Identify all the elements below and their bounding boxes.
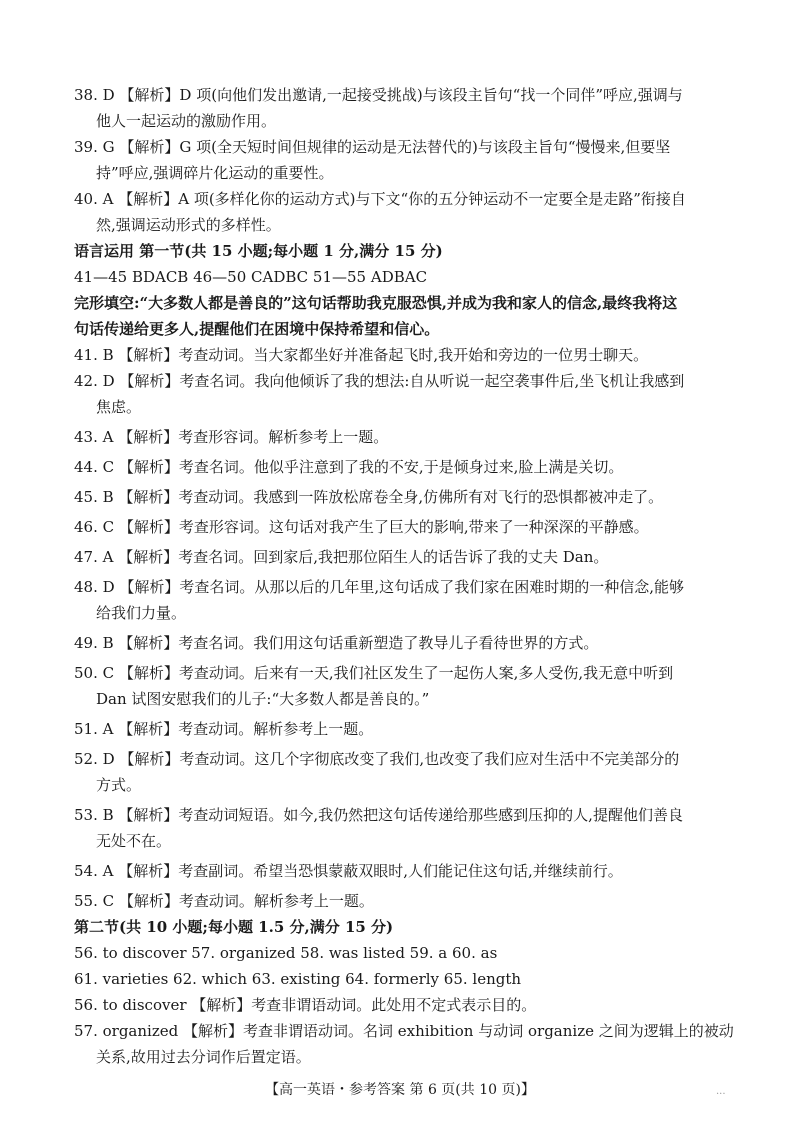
- answer-line: 56. to discover 【解析】考查非谓语动词。此处用不定式表示目的。: [74, 996, 537, 1014]
- answer-line: 给我们力量。: [96, 604, 187, 622]
- answer-line: 56. to discover 57. organized 58. was listed 59. a 60. as: [74, 944, 498, 962]
- answer-line: 57. organized 【解析】考查非谓语动词。名词 exhibition 与动词 organize 之间为逻辑上的被动: [74, 1022, 734, 1040]
- answer-line: 52. D 【解析】考查动词。这几个字彻底改变了我们,也改变了我们应对生活中不完美部分的: [74, 750, 680, 768]
- answer-line: 46. C 【解析】考查形容词。这句话对我产生了巨大的影响,带来了一种深深的平静感。: [74, 518, 649, 536]
- answer-line: 焦虑。: [96, 398, 142, 416]
- page-footer: 【高一英语・参考答案 第 6 页(共 10 页)】: [265, 1082, 535, 1098]
- answer-line: 47. A 【解析】考查名词。回到家后,我把那位陌生人的话告诉了我的丈夫 Dan。: [74, 548, 609, 566]
- answer-line: 39. G 【解析】G 项(全天短时间但规律的运动是无法替代的)与该段主旨句“慢慢来,但要坚: [74, 138, 671, 156]
- answer-line: 49. B 【解析】考查名词。我们用这句话重新塑造了教导儿子看待世界的方式。: [74, 634, 599, 652]
- answer-line: 关系,故用过去分词作后置定语。: [96, 1048, 311, 1066]
- corner-mark: ...: [716, 1086, 726, 1097]
- answer-line: 50. C 【解析】考查动词。后来有一天,我们社区发生了一起伤人案,多人受伤,我无意中听到: [74, 664, 674, 682]
- section-heading: 语言运用 第一节(共 15 小题;每小题 1 分,满分 15 分): [74, 242, 443, 260]
- answer-line: 48. D 【解析】考查名词。从那以后的几年里,这句话成了我们家在困难时期的一种信念,能够: [74, 578, 684, 596]
- answer-line: 他人一起运动的激励作用。: [96, 112, 277, 130]
- answer-line: 40. A 【解析】A 项(多样化你的运动方式)与下文“你的五分钟运动不一定要全是走路”衔接自: [74, 190, 686, 208]
- answer-line: 41—45 BDACB 46—50 CADBC 51—55 ADBAC: [74, 268, 428, 286]
- answer-line: 无处不在。: [96, 832, 172, 850]
- answer-content: [74, 82, 762, 1070]
- answer-line: 43. A 【解析】考查形容词。解析参考上一题。: [74, 428, 389, 446]
- answer-line: 方式。: [96, 776, 142, 794]
- answer-line: 54. A 【解析】考查副词。希望当恐惧蒙蔽双眼时,人们能记住这句话,并继续前行。: [74, 862, 623, 880]
- answer-line: 51. A 【解析】考查动词。解析参考上一题。: [74, 720, 374, 738]
- answer-line: 41. B 【解析】考查动词。当大家都坐好并准备起飞时,我开始和旁边的一位男士聊天。: [74, 346, 649, 364]
- section-heading: 句话传递给更多人,提醒他们在困境中保持希望和信心。: [74, 320, 440, 338]
- answer-line: 61. varieties 62. which 63. existing 64. formerly 65. length: [74, 970, 522, 988]
- answer-line: Dan 试图安慰我们的儿子:“大多数人都是善良的。”: [96, 690, 430, 708]
- section-heading: 完形填空:“大多数人都是善良的”这句话帮助我克服恐惧,并成为我和家人的信念,最终我将这: [74, 294, 678, 312]
- answer-line: 然,强调运动形式的多样性。: [96, 216, 281, 234]
- section-heading: 第二节(共 10 小题;每小题 1.5 分,满分 15 分): [74, 918, 394, 936]
- answer-line: 53. B 【解析】考查动词短语。如今,我仍然把这句话传递给那些感到压抑的人,提醒他们善良: [74, 806, 683, 824]
- answer-line: 持”呼应,强调碎片化运动的重要性。: [96, 164, 334, 182]
- answer-line: 45. B 【解析】考查动词。我感到一阵放松席卷全身,仿佛所有对飞行的恐惧都被冲走了。: [74, 488, 664, 506]
- answer-line: 42. D 【解析】考查名词。我向他倾诉了我的想法:自从听说一起空袭事件后,坐飞机让我感到: [74, 372, 685, 390]
- answer-line: 44. C 【解析】考查名词。他似乎注意到了我的不安,于是倾身过来,脸上满是关切。: [74, 458, 624, 476]
- answer-line: 38. D 【解析】D 项(向他们发出邀请,一起接受挑战)与该段主旨句“找一个同伴”呼应,强调与: [74, 86, 683, 104]
- answer-line: 55. C 【解析】考查动词。解析参考上一题。: [74, 892, 374, 910]
